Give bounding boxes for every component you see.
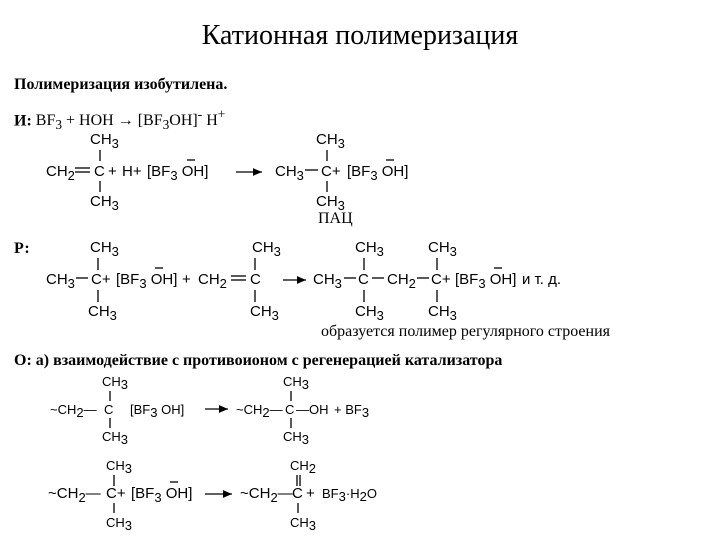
regular-structure-note: образуется полимер регулярного строения: [321, 323, 610, 340]
propagation-label: Р:: [14, 240, 30, 257]
chain-end: ~CH2—: [240, 485, 293, 505]
termination-scheme-a: [50, 374, 369, 447]
carbocation: C+: [91, 271, 111, 288]
methyl-group-top: CH3: [90, 131, 119, 151]
methyl-group-bottom: CH3: [355, 303, 384, 323]
methyl-group-left: CH3: [275, 163, 304, 183]
methylene-group: CH2: [198, 271, 227, 291]
hydroxyl-group: —OH: [296, 402, 329, 417]
methyl-group-top: CH3: [102, 374, 129, 392]
methyl-group-top: CH3: [428, 239, 457, 259]
propagation-scheme: [46, 239, 561, 323]
methyl-group-top: CH3: [283, 374, 310, 392]
methyl-group-bottom: CH3: [106, 515, 133, 533]
methyl-group-bottom: CH3: [316, 193, 345, 213]
counterion: [BF3 OH]: [131, 485, 193, 505]
initiation-equation: $BF_3$ + HOH → $[BF_3OH]^-$ H+: [35, 107, 226, 133]
carbon-atom: C: [358, 271, 369, 288]
methyl-group-bottom: CH3: [90, 193, 119, 213]
regenerated-catalyst: + BF3: [334, 402, 370, 420]
methyl-group-bottom: CH3: [250, 303, 279, 323]
methyl-group-top: CH3: [106, 458, 133, 476]
counterion: [BF3 OH]: [147, 163, 209, 183]
methylene-group: CH2: [387, 271, 416, 291]
chain-end: ~CH2—: [50, 402, 97, 420]
carbon-atom: C: [94, 163, 105, 180]
plus-sign: +: [182, 271, 191, 288]
methylene-group: CH2: [46, 163, 75, 183]
carbocation: C+: [321, 163, 341, 180]
methyl-group-bottom: CH3: [283, 429, 310, 447]
plus-sign: +: [108, 163, 117, 180]
chain-end: ~CH2—: [48, 485, 101, 505]
carbon-atom: C: [250, 271, 261, 288]
counterion: [BF3 OH]: [455, 271, 517, 291]
chain-end: ~CH2—: [236, 402, 283, 420]
methyl-group-left: CH3: [313, 271, 342, 291]
catalyst-water-complex: BF3·H2O: [322, 486, 377, 504]
slide-title: Катионная полимеризация: [201, 20, 519, 51]
carbocation: C+: [431, 271, 451, 288]
counterion: [BF3 OH]: [347, 163, 409, 183]
proton: H+: [122, 163, 142, 180]
carbon-atom: C: [104, 402, 114, 417]
etcetera: и т. д.: [522, 271, 562, 288]
methyl-group-top: CH3: [355, 239, 384, 259]
methyl-group-bottom: CH3: [88, 303, 117, 323]
methylene-group-top: CH2: [290, 458, 317, 476]
methyl-group-top: CH3: [252, 239, 281, 259]
termination-line: О: а) взаимодействие с противоионом с регенерацией катализатора: [14, 352, 503, 369]
counterion: [BF3 OH]: [130, 402, 185, 420]
counterion: [BF3 OH]: [116, 271, 178, 291]
initiation-scheme: [46, 131, 408, 213]
methyl-group-bottom: CH3: [428, 303, 457, 323]
termination-scheme-b: [48, 458, 377, 533]
carbon-atom: C: [285, 402, 295, 417]
methyl-group-top: CH3: [316, 131, 345, 151]
carbon-atom: C: [292, 485, 303, 502]
carbocation: C+: [106, 485, 126, 502]
reaction-heading: Полимеризация изобутилена.: [14, 76, 228, 93]
methyl-group-bottom: CH3: [290, 515, 317, 533]
plus-sign: +: [306, 485, 315, 502]
methyl-group-bottom: CH3: [102, 429, 129, 447]
methyl-group-left: CH3: [46, 271, 75, 291]
methyl-group-top: CH3: [90, 239, 119, 259]
initiation-label: И:: [14, 112, 32, 130]
pac-label: ПАЦ: [318, 210, 353, 227]
